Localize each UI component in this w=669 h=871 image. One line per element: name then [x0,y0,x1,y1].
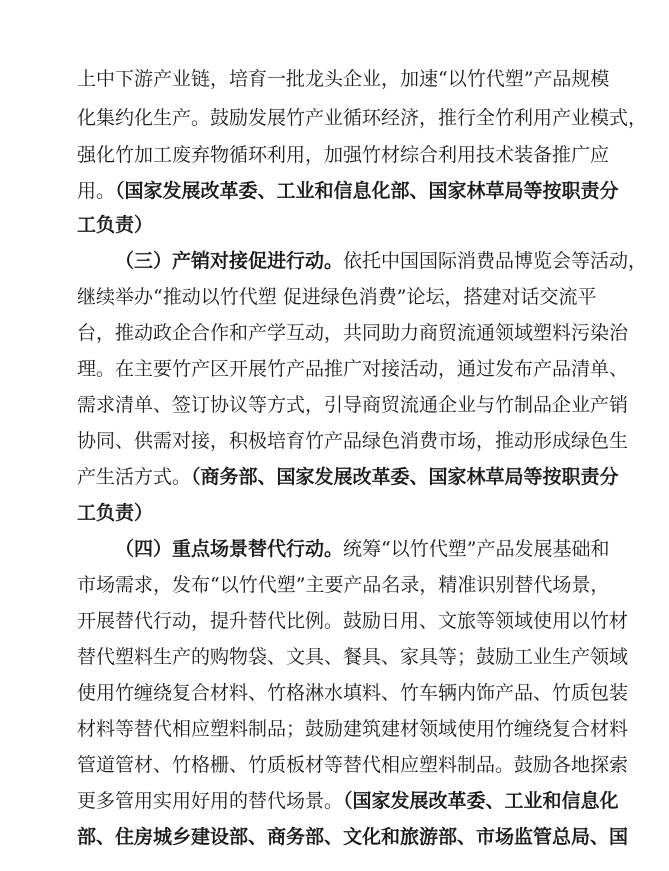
text-run: 依托中国国际消费品博览会等活动， [343,250,648,272]
paragraph-line: 协同、供需对接，积极培育竹产品绿色消费市场，推动形成绿色生 [77,430,629,452]
paragraph-line: 台，推动政企合作和产学互动，共同助力商贸流通领域塑料污染治 [77,322,629,344]
responsibility-note: （国家发展改革委、工业和信息化部、国家林草局等按职责分 [115,180,619,202]
paragraph-line: 材料等替代相应塑料制品；鼓励建筑建材领域使用竹缠绕复合材料 [77,718,629,740]
section-3-first-line [115,246,648,276]
paragraph-line: 市场需求，发布“以竹代塑”主要产品名录，精准识别替代场景， [77,574,610,596]
paragraph-line [77,176,619,206]
paragraph-line: 替代塑料生产的购物袋、文具、餐具、家具等；鼓励工业生产领域 [77,646,629,668]
section-heading: （四）重点场景替代行动。 [115,538,344,560]
paragraph-line: 管道管材、竹格栅、竹质板材等替代相应塑料制品。鼓励各地探索 [77,754,629,776]
text-run: 部、住房城乡建设部、商务部、文化和旅游部、市场监管总局、国 [77,826,629,848]
paragraph-line: 化集约化生产。鼓励发展竹产业循环经济，推行全竹利用产业模式， [77,107,648,129]
paragraph-line [77,786,619,816]
paragraph-line: 使用竹缠绕复合材料、竹格淋水填料、竹车辆内饰产品、竹质包装 [77,682,629,704]
text-run: 统筹“以竹代塑”产品发展基础和 [343,538,610,560]
section-heading: （三）产销对接促进行动。 [115,250,344,272]
paragraph-line: 强化竹加工废弃物循环利用，加强竹材综合利用技术装备推广应 [77,144,610,166]
text-run: 工负责） [77,214,154,236]
paragraph-line: 需求清单、签订协议等方式，引导商贸流通企业与竹制品企业产销 [77,394,629,416]
text-run: 更多管用实用好用的替代场景。 [77,790,344,812]
text-run: 工负责） [77,502,154,524]
paragraph-line [77,462,619,492]
responsibility-note-end [77,210,595,240]
paragraph-line: 开展替代行动，提升替代比例。鼓励日用、文旅等领域使用以竹材 [77,610,629,632]
responsibility-note-end [77,498,595,528]
text-run: 产生活方式。 [77,466,192,488]
responsibility-note-continued [77,822,629,852]
paragraph-line: 继续举办“推动以竹代塑 促进绿色消费”论坛，搭建对话交流平 [77,286,597,308]
responsibility-note: （商务部、国家发展改革委、国家林草局等按职责分 [191,466,619,488]
paragraph-line: 理。在主要竹产区开展竹产品推广对接活动，通过发布产品清单、 [77,358,629,380]
section-4-first-line [115,534,610,564]
paragraph-line: 上中下游产业链，培育一批龙头企业，加速“以竹代塑”产品规模 [77,68,610,90]
responsibility-note: （国家发展改革委、工业和信息化 [343,790,619,812]
text-run: 用。 [77,180,116,202]
